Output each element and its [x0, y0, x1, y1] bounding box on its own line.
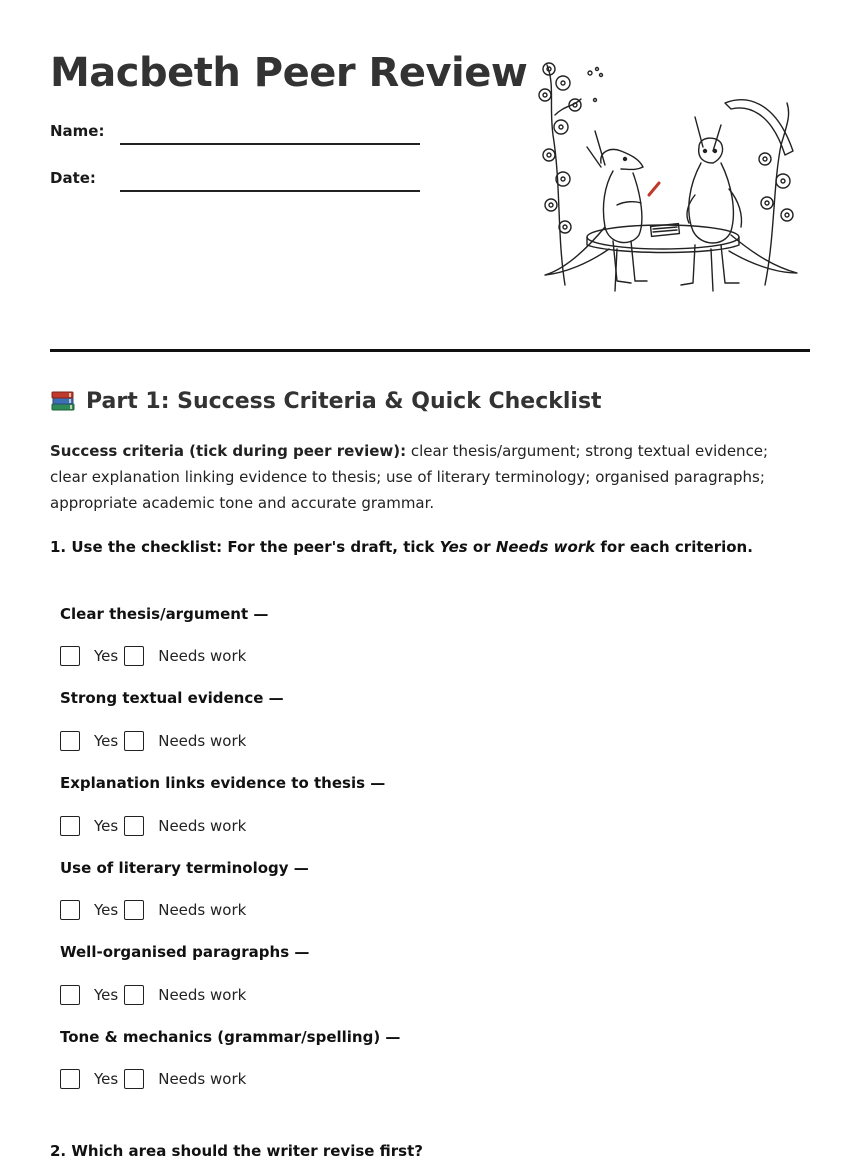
- date-field[interactable]: [120, 190, 420, 192]
- q1-needs: Needs work: [495, 538, 596, 556]
- needs-work-label: Needs work: [158, 647, 247, 665]
- yes-checkbox[interactable]: [60, 985, 80, 1005]
- header-divider: [50, 349, 810, 352]
- name-field[interactable]: [120, 143, 420, 145]
- needs-work-checkbox[interactable]: [124, 731, 144, 751]
- criteria-text: clear thesis/argument; strong textual evidence; clear explanation linking evidence to thesis; use of literary terminology; organised paragraphs; appropriate academic tone and accurate grammar.: [50, 442, 769, 512]
- yes-checkbox[interactable]: [60, 731, 80, 751]
- criterion-label: Well-organised paragraphs —: [60, 943, 310, 961]
- criterion-label: Clear thesis/argument —: [60, 605, 269, 623]
- needs-work-checkbox[interactable]: [124, 900, 144, 920]
- q1-or: or: [467, 538, 496, 556]
- date-label: Date:: [50, 169, 96, 187]
- needs-work-label: Needs work: [158, 732, 247, 750]
- yes-label: Yes: [94, 817, 119, 835]
- yes-checkbox[interactable]: [60, 1069, 80, 1089]
- needs-work-checkbox[interactable]: [124, 1069, 144, 1089]
- yes-label: Yes: [94, 901, 119, 919]
- criterion-options: [60, 644, 246, 668]
- name-label: Name:: [50, 122, 105, 140]
- criteria-lead: Success criteria (tick during peer review):: [50, 442, 407, 460]
- needs-work-checkbox[interactable]: [124, 646, 144, 666]
- success-criteria: [50, 438, 790, 516]
- criterion-options: [60, 1067, 246, 1091]
- needs-work-label: Needs work: [158, 901, 247, 919]
- question-2: 2. Which area should the writer revise first?: [50, 1142, 423, 1160]
- yes-label: Yes: [94, 732, 119, 750]
- criterion-options: [60, 983, 246, 1007]
- criterion-label: Use of literary terminology —: [60, 859, 309, 877]
- flower-cluster-left: [539, 63, 581, 233]
- needs-work-label: Needs work: [158, 1070, 247, 1088]
- yes-label: Yes: [94, 1070, 119, 1088]
- needs-work-label: Needs work: [158, 986, 247, 1004]
- needs-work-checkbox[interactable]: [124, 985, 144, 1005]
- criterion-label: Explanation links evidence to thesis —: [60, 774, 386, 792]
- question-1: [50, 538, 753, 556]
- yes-label: Yes: [94, 647, 119, 665]
- criterion-label: Strong textual evidence —: [60, 689, 284, 707]
- yes-checkbox[interactable]: [60, 646, 80, 666]
- books-icon: [50, 388, 76, 414]
- criterion-options: [60, 898, 246, 922]
- criterion-label: Tone & mechanics (grammar/spelling) —: [60, 1028, 401, 1046]
- q1-suffix: for each criterion.: [595, 538, 753, 556]
- part1-heading: [50, 388, 602, 414]
- yes-checkbox[interactable]: [60, 816, 80, 836]
- q1-text: 1. Use the checklist: For the peer's draft, tick: [50, 538, 440, 556]
- criterion-options: [60, 729, 246, 753]
- part1-heading-text: Part 1: Success Criteria & Quick Checklist: [86, 388, 602, 414]
- needs-work-checkbox[interactable]: [124, 816, 144, 836]
- needs-work-label: Needs work: [158, 817, 247, 835]
- yes-checkbox[interactable]: [60, 900, 80, 920]
- criterion-options: [60, 814, 246, 838]
- yes-label: Yes: [94, 986, 119, 1004]
- kangaroos-illustration: [535, 55, 805, 295]
- q1-yes: Yes: [439, 538, 468, 556]
- page-title: Macbeth Peer Review: [50, 50, 528, 96]
